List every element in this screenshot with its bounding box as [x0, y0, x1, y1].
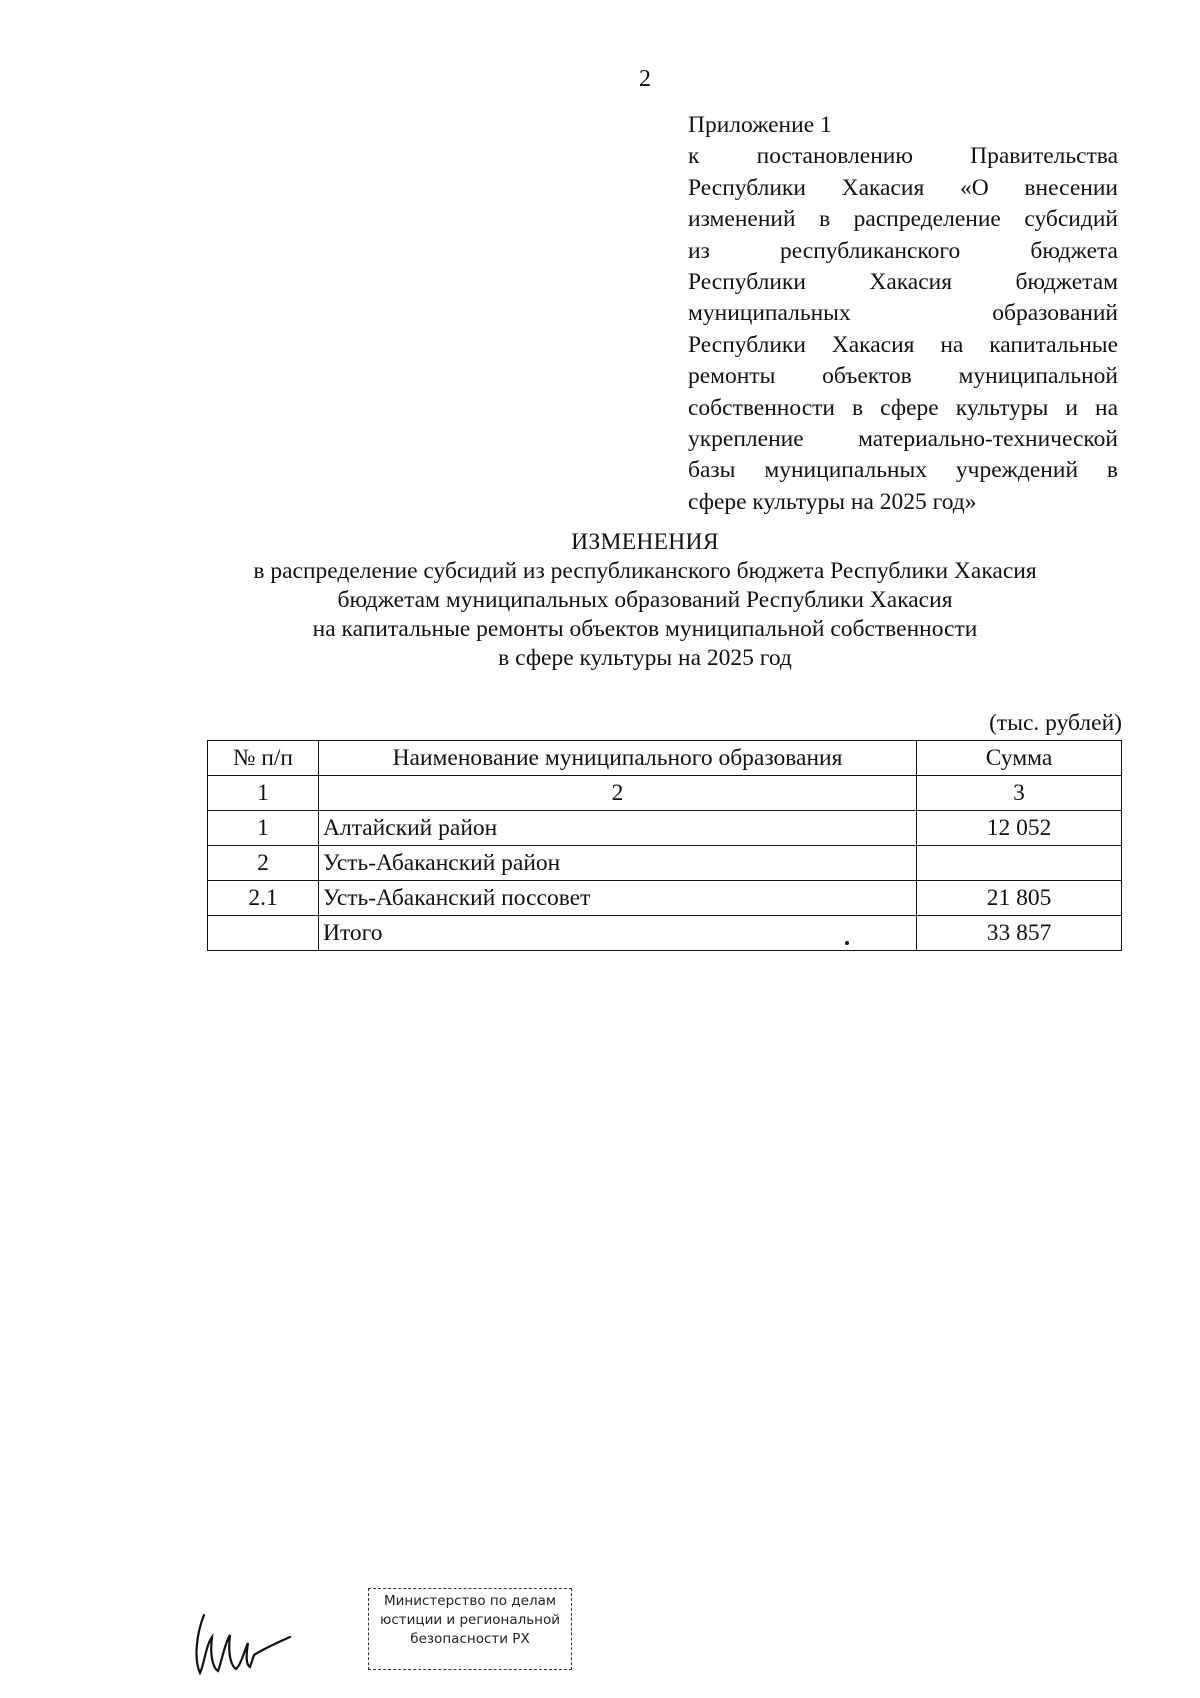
table-row [208, 811, 1122, 846]
row-name: Усть-Абаканский поссовет [319, 881, 917, 916]
stamp-line: Министерство по делам [383, 1593, 557, 1609]
column-number: 1 [208, 776, 319, 811]
heading-line: в распределение субсидий из республиканского бюджета Республики Хакасия [253, 558, 1037, 584]
heading-title: ИЗМЕНЕНИЯ [571, 529, 719, 555]
row-number [208, 916, 319, 951]
row-number: 2 [208, 846, 319, 881]
document-heading [0, 528, 1200, 673]
appendix-line: базы муниципальных учреждений в [688, 457, 1118, 484]
heading-line: на капитальные ремонты объектов муниципальной собственности [312, 616, 978, 642]
appendix-line: Республики Хакасия «О внесении [688, 174, 1118, 201]
appendix-line: к постановлению Правительства [688, 143, 1118, 170]
appendix-line: укрепление материально-технической [688, 426, 1118, 453]
total-sum: 33 857 [917, 916, 1122, 951]
appendix-line: муниципальных образований [688, 300, 1118, 327]
appendix-title: Приложение 1 [688, 112, 832, 138]
appendix-line: собственности в сфере культуры и на [688, 394, 1118, 421]
header-sum: Сумма [917, 741, 1122, 776]
header-name: Наименование муниципального образования [319, 741, 917, 776]
stamp-line: юстиции и региональной [379, 1612, 561, 1628]
total-row [208, 916, 1122, 951]
handwritten-signature [190, 1605, 300, 1685]
units-label: (тыс. рублей) [989, 710, 1122, 736]
table-row [208, 881, 1122, 916]
appendix-line: сфере культуры на 2025 год» [688, 488, 977, 515]
appendix-line: изменений в распределение субсидий [688, 206, 1118, 233]
appendix-line: из республиканского бюджета [688, 237, 1118, 264]
registration-stamp [368, 1588, 572, 1670]
column-number: 3 [917, 776, 1122, 811]
table-row [208, 846, 1122, 881]
table-header-row [208, 741, 1122, 776]
row-sum: 21 805 [917, 881, 1122, 916]
column-number: 2 [319, 776, 917, 811]
column-number-row [208, 776, 1122, 811]
row-name: Усть-Абаканский район [319, 846, 917, 881]
appendix-line: Республики Хакасия бюджетам [688, 269, 1118, 296]
total-label: Итого [319, 916, 917, 951]
appendix-line: Республики Хакасия на капитальные [688, 331, 1118, 358]
subsidy-table [207, 740, 1122, 951]
row-name: Алтайский район [319, 811, 917, 846]
row-number: 1 [208, 811, 319, 846]
heading-line: в сфере культуры на 2025 год [498, 645, 792, 671]
stray-dot [845, 941, 849, 945]
header-number: № п/п [208, 741, 319, 776]
page-number: 2 [639, 66, 651, 92]
appendix-block [688, 110, 1118, 518]
stamp-line: безопасности РХ [410, 1631, 530, 1647]
appendix-line: ремонты объектов муниципальной [688, 363, 1118, 390]
row-sum: 12 052 [917, 811, 1122, 846]
row-sum [917, 846, 1122, 881]
row-number: 2.1 [208, 881, 319, 916]
heading-line: бюджетам муниципальных образований Республики Хакасия [337, 587, 953, 613]
